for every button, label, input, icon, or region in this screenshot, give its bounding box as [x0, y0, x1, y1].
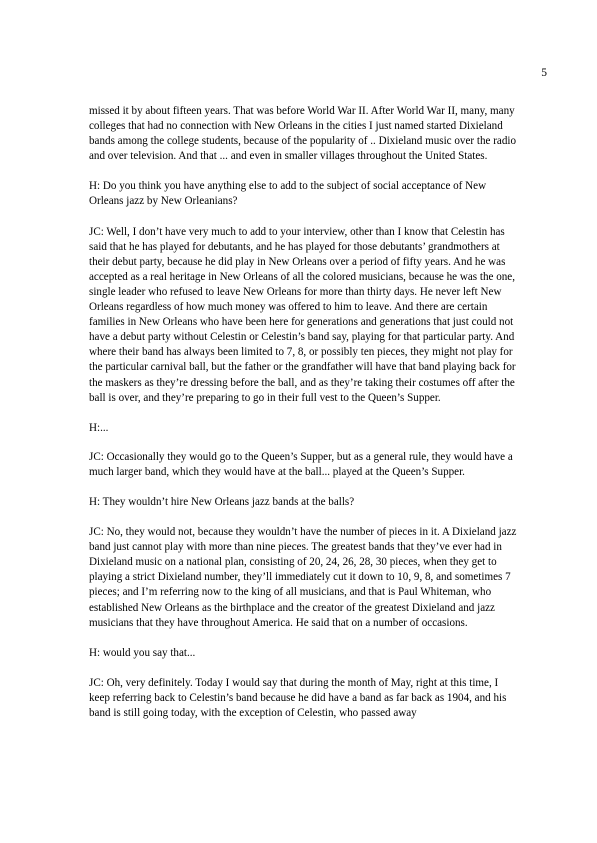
paragraph-interviewer-question-would-you-say: H: would you say that...	[89, 646, 196, 659]
page-number: 5	[541, 67, 547, 79]
paragraph-jc-answer-celestin: JC: Well, I don’t have very much to add to your interview, other than I know that Celestin has said that he has played for debutants, and he has played for those debutants’ grandmothers at their debut party, because he did play in New Orleans over a period of fifty years. And he was accepted as a real heritage in New Orleans of all the colored musicians, because he was the one, single leader who refused to leave New Orleans for more than thirty days. He never left New Orleans regardless of how much money was offered to him to leave. And there are certain families in New Orleans who have been here for generations and generations that just could not have a debut party without Celestin or Celestin’s band say, playing for that particular party. And where their band has always been limited to 7, 8, or possibly ten pieces, they might not play for the particular carnival ball, but the father or the grandfather will have that band playing back for the maskers as they’re dressing before the ball, and as they’re taking their costumes off after the ball is over, and they’re preparing to go in their full vest to the Queen’s Supper.	[89, 225, 516, 404]
paragraph-jc-queens-supper: JC: Occasionally they would go to the Queen’s Supper, but as a general rule, they would have a much larger band, which they would have at the ball... played at the Queen’s Supper.	[89, 450, 513, 478]
paragraph-jc-answer-may: JC: Oh, very definitely. Today I would say that during the month of May, right at this time, I keep referring back to Celestin’s band because he did have a band as far back as 1904, and his band is still going today, with the exception of Celestin, who passed away	[89, 676, 507, 719]
paragraph-continuation: missed it by about fifteen years. That was before World War II. After World War II, many, many colleges that had no connection with New Orleans in the cities I just named started Dixieland bands among the college students, because of the popularity of .. Dixieland music over the radio and over television. And that ... and even in smaller villages throughout the United States.	[89, 105, 516, 163]
paragraph-interviewer-interjection: H:...	[89, 421, 109, 434]
paragraph-interviewer-question-social-acceptance: H: Do you think you have anything else to add to the subject of social acceptance of New Orleans jazz by New Orleanians?	[89, 180, 487, 208]
paragraph-interviewer-question-balls: H: They wouldn’t hire New Orleans jazz bands at the balls?	[89, 495, 355, 508]
transcript-body	[89, 104, 519, 736]
paragraph-jc-answer-band-size: JC: No, they would not, because they wouldn’t have the number of pieces in it. A Dixieland jazz band just cannot play with more than nine pieces. The greatest bands that they’ve ever had in Dixieland music on a national plan, consisting of 20, 24, 26, 28, 30 pieces, when they get to playing a strict Dixieland number, they’ll immediately cut it down to 10, 9, 8, and sometimes 7 pieces; and I’m referring now to the king of all musicians, and that is Paul Whiteman, who established New Orleans as the birthplace and the creator of the greatest Dixieland and jazz musicians that they have throughout America. He said that on a number of occasions.	[89, 526, 517, 629]
